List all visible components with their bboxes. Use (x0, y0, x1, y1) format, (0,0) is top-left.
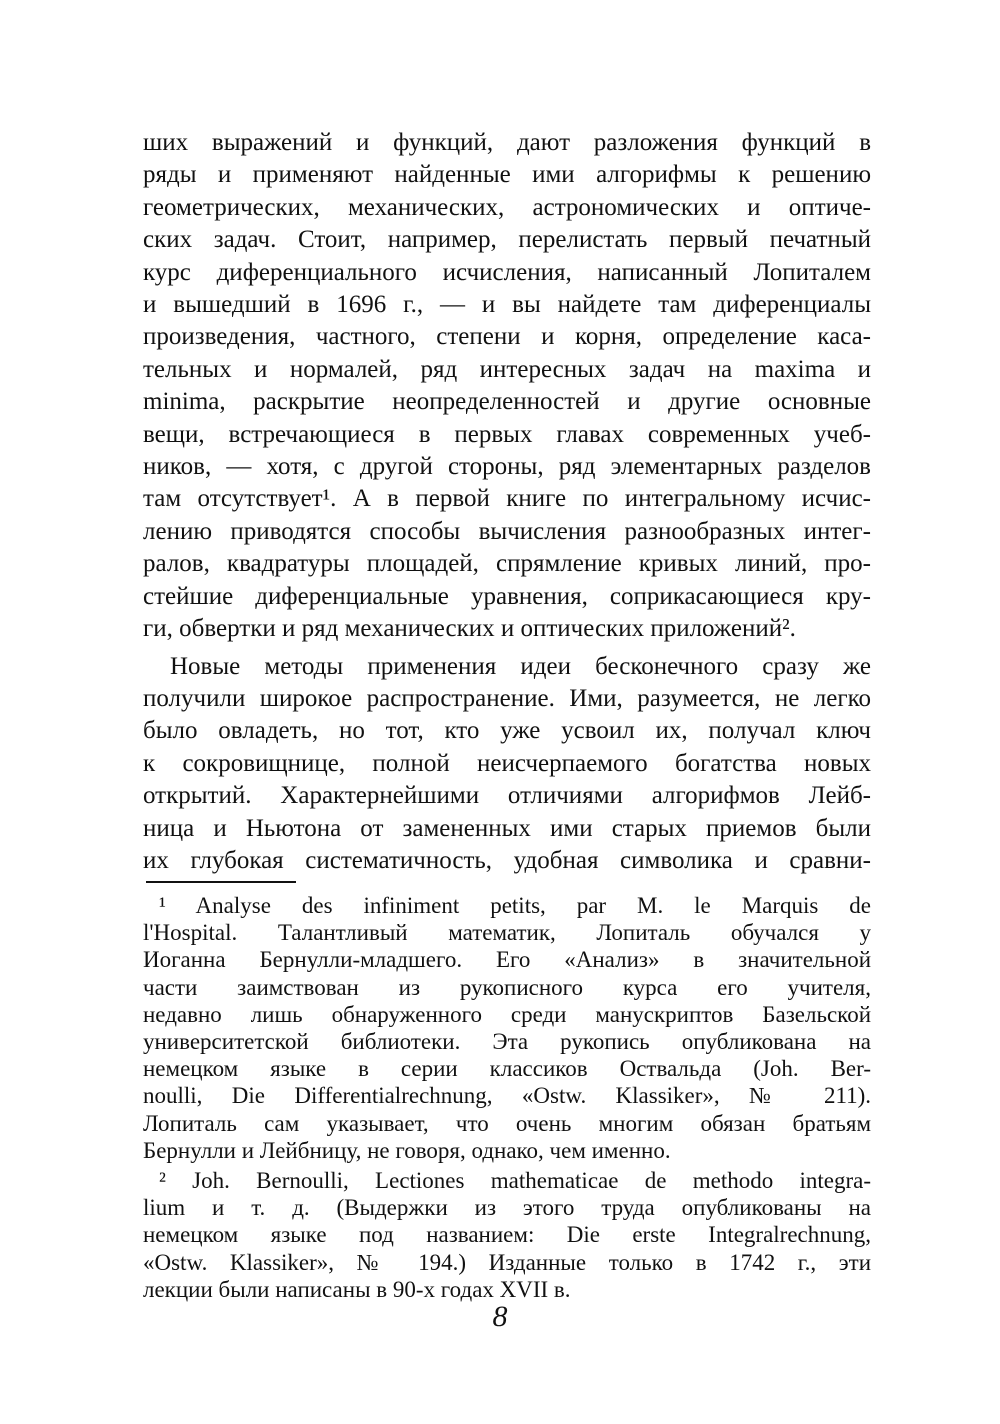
footnote-line: лекции были написаны в 90-х годах XVII в. (143, 1276, 571, 1302)
text-line: лению приводятся способы вычисления разнообразных интег- (143, 517, 871, 545)
main-text (143, 127, 871, 877)
text-line: получили широкое распространение. Ими, разумеется, не легко (143, 684, 871, 712)
text-line: их глубокая систематичность, удобная символика и сравни- (143, 846, 871, 874)
text-line: ников, — хотя, с другой стороны, ряд элементарных разделов (143, 453, 871, 481)
footnote-line: немецком языке в серии классиков Оствальда (Joh. Ber- (143, 1056, 871, 1082)
footnotes (143, 892, 871, 1303)
text-line: было овладеть, но тот, кто уже усвоил их, получал ключ (143, 717, 871, 745)
text-line: открытий. Характернейшими отличиями алгорифмов Лейб- (143, 782, 871, 810)
text-line: ряды и применяют найденные ими алгорифмы к решению (143, 161, 871, 189)
footnote-line: ¹ Analyse des infiniment petits, par M. le Marquis de (159, 893, 871, 918)
footnote-line: «Ostw. Klassiker», № 194.) Изданные только в 1742 г., эти (143, 1249, 871, 1275)
footnote-divider (146, 881, 296, 883)
text-line: тельных и нормалей, ряд интересных задач на maxima и (143, 355, 871, 383)
footnote-line: ² Joh. Bernoulli, Lectiones mathematicae de methodo integra- (159, 1168, 871, 1194)
page-number: 8 (492, 1300, 508, 1333)
footnote-line: немецком языке под названием: Die erste Integralrechnung, (143, 1222, 871, 1248)
text-line: ралов, квадратуры площадей, спрямление кривых линий, про- (143, 550, 871, 578)
text-line: ги, обвертки и ряд механических и оптических приложений². (143, 615, 796, 643)
footnote-2 (143, 1167, 871, 1303)
footnote-line: университетской библиотеки. Эта рукопись опубликована на (143, 1029, 871, 1055)
text-line: там отсутствует¹. А в первой книге по интегральному исчис- (143, 485, 871, 513)
footnote-line: lium и т. д. (Выдержки из этого труда опубликованы на (143, 1195, 871, 1221)
footnote-line: noulli, Die Differentialrechnung, «Ostw. Klassiker», № 211). (143, 1083, 871, 1109)
text-line: геометрических, механических, астрономических и оптиче- (143, 193, 871, 221)
text-line: курс диференциального исчисления, написанный Лопиталем (143, 258, 871, 286)
footnote-line: недавно лишь обнаруженного среди манускриптов Базельской (143, 1001, 871, 1027)
footnote-line: Лопиталь сам указывает, что очень многим обязан братьям (143, 1110, 871, 1136)
footnote-line: Бернулли и Лейбницу, не говоря, однако, чем именно. (143, 1137, 671, 1163)
text-line: стейшие диференциальные уравнения, соприкасающиеся кру- (143, 582, 871, 610)
text-line: вещи, встречающиеся в первых главах современных учеб- (143, 420, 871, 448)
footnote-line: части заимствован из рукописного курса его учителя, (143, 974, 871, 1000)
text-line: minima, раскрытие неопределенностей и другие основные (143, 388, 871, 416)
text-line: произведения, частного, степени и корня, определение каса- (143, 323, 871, 351)
text-line: и вышедший в 1696 г., — и вы найдете там диференциалы (143, 291, 871, 319)
footnote-1 (143, 892, 871, 1164)
text-line: ших выражений и функций, дают разложения функций в (143, 129, 871, 156)
text-line: к сокровищнице, полной неисчерпаемого богатства новых (143, 749, 871, 777)
footnote-line: Иоганна Бернулли-младшего. Его «Анализ» в значительной (143, 947, 871, 973)
text-line: ских задач. Стоит, например, перелистать первый печатный (143, 226, 871, 254)
text-line: ница и Ньютона от замененных ими старых приемов были (143, 814, 871, 842)
text-line: Новые методы применения идеи бесконечного сразу же (170, 652, 871, 680)
footnote-line: l'Hospital. Талантливый математик, Лопиталь обучался у (143, 920, 871, 946)
